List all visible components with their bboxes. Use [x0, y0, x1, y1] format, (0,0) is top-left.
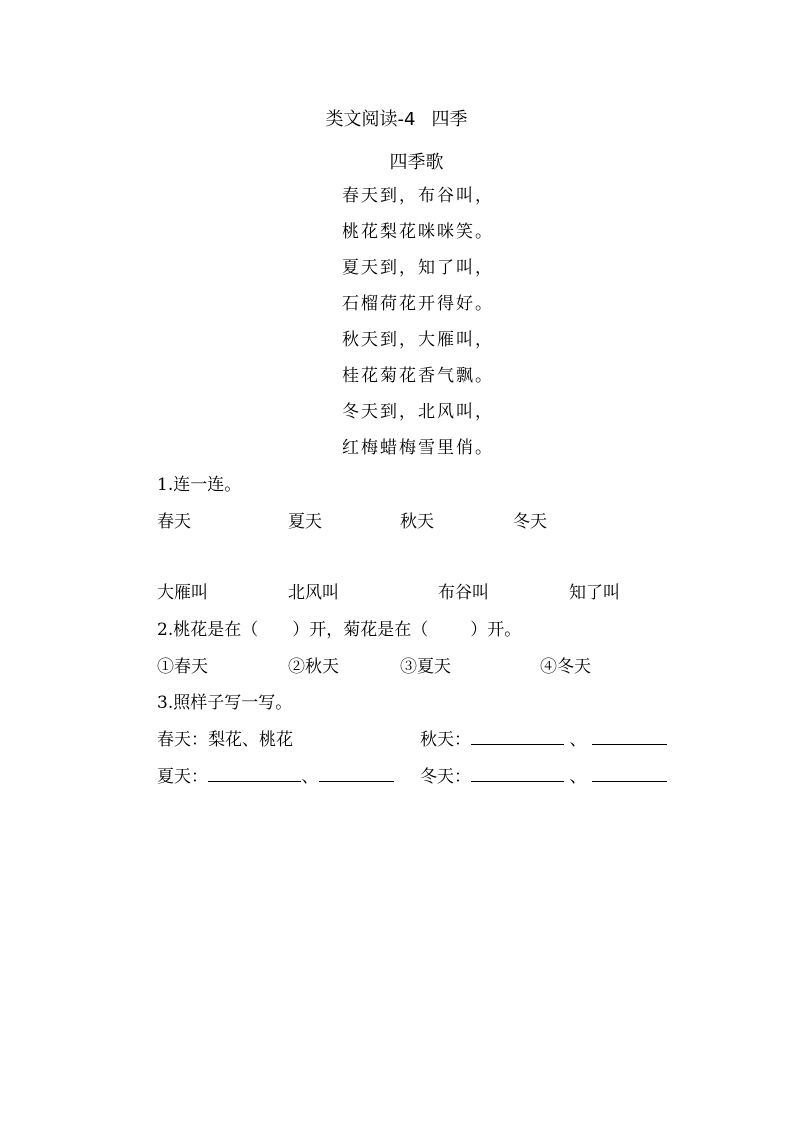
- q3-winter-row: [420, 762, 667, 787]
- poem-line: 石榴荷花开得好。: [342, 294, 494, 314]
- q3-autumn-label: 秋天：: [420, 730, 471, 750]
- q3-winter-blank-1[interactable]: [471, 767, 564, 782]
- question-1-prompt: 1.连一连。: [157, 475, 242, 495]
- q1-season-autumn[interactable]: 秋天: [400, 512, 434, 532]
- poem-line: 红梅蜡梅雪里俏。: [342, 438, 494, 458]
- page-title: [0, 105, 793, 131]
- poem-line: 秋天到，大雁叫，: [342, 330, 494, 350]
- title-right: 四季: [431, 109, 468, 130]
- q1-sound-north-wind[interactable]: 北风叫: [288, 583, 339, 603]
- q3-autumn-row: [420, 725, 667, 750]
- question-3-prompt: 3.照样子写一写。: [157, 693, 293, 713]
- poem-line: 桂花菊花香气飘。: [342, 366, 494, 386]
- poem-line: 春天到，布谷叫，: [342, 186, 494, 206]
- q1-sound-cuckoo[interactable]: 布谷叫: [438, 583, 489, 603]
- poem-line: 桃花梨花咪咪笑。: [342, 222, 494, 242]
- poem-line: 夏天到，知了叫，: [342, 258, 494, 278]
- question-2-prompt: [157, 615, 521, 640]
- q2-option-2[interactable]: ②秋天: [288, 657, 339, 677]
- q1-season-spring[interactable]: 春天: [157, 512, 191, 532]
- q3-winter-label: 冬天：: [420, 767, 471, 787]
- q3-separator: 、: [569, 767, 587, 787]
- q2-text-part1: 2.桃花是在（: [157, 620, 259, 640]
- q3-summer-row: [157, 762, 394, 787]
- q3-example: 春天：梨花、桃花: [157, 730, 293, 750]
- q1-sound-wild-goose[interactable]: 大雁叫: [157, 583, 208, 603]
- q3-winter-blank-2[interactable]: [592, 767, 667, 782]
- q3-autumn-blank-2[interactable]: [592, 730, 667, 745]
- q3-separator: 、: [569, 730, 587, 750]
- q3-separator: 、: [301, 767, 319, 787]
- q1-sound-cicada[interactable]: 知了叫: [569, 583, 620, 603]
- q1-season-winter[interactable]: 冬天: [513, 512, 547, 532]
- poem-line: 冬天到，北风叫，: [342, 402, 494, 422]
- q2-text-part3: ）开。: [470, 620, 522, 640]
- q2-option-3[interactable]: ③夏天: [400, 657, 451, 677]
- q3-autumn-blank-1[interactable]: [471, 730, 564, 745]
- q3-summer-label: 夏天：: [157, 767, 208, 787]
- q1-season-summer[interactable]: 夏天: [288, 512, 322, 532]
- q3-summer-blank-2[interactable]: [319, 767, 394, 782]
- q2-option-1[interactable]: ①春天: [157, 657, 208, 677]
- q2-option-4[interactable]: ④冬天: [540, 657, 591, 677]
- q2-text-part2: ）开，菊花是在（: [292, 620, 429, 640]
- poem-title: 四季歌: [389, 152, 444, 173]
- title-left: 类文阅读-4: [325, 109, 416, 130]
- q3-summer-blank-1[interactable]: [208, 767, 301, 782]
